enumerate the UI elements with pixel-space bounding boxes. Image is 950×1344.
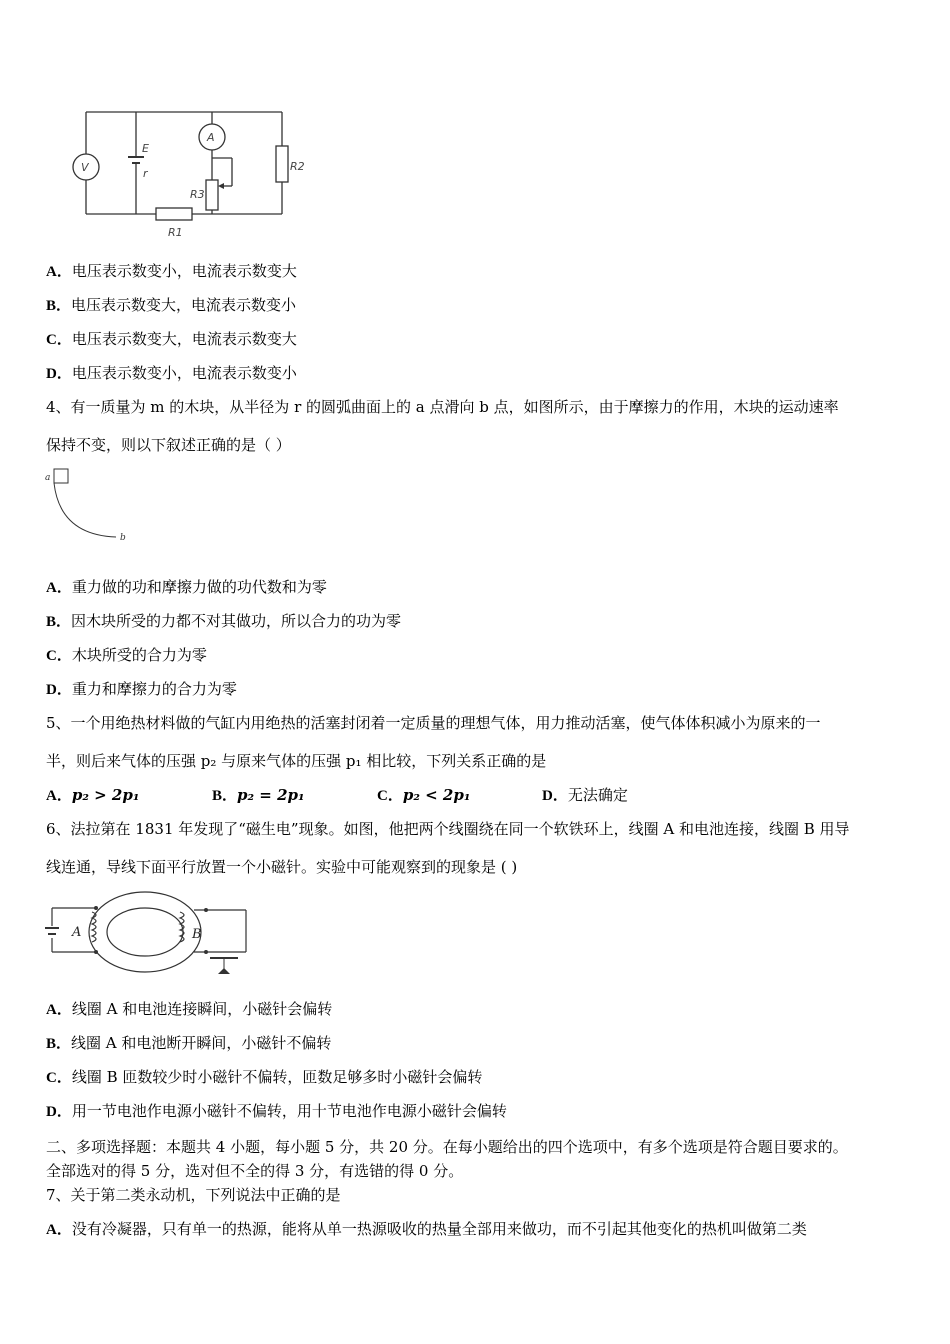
q4-option-c: C．木块所受的合力为零 bbox=[46, 646, 207, 664]
label-e: E bbox=[142, 142, 149, 155]
q5-options-row bbox=[46, 785, 906, 805]
resistor-r3 bbox=[206, 180, 218, 210]
label-coil-a: A bbox=[72, 925, 82, 940]
q6-option-c: C．线圈 B 匝数较少时小磁针不偏转，匝数足够多时小磁针会偏转 bbox=[46, 1068, 483, 1086]
compass-needle-icon bbox=[210, 958, 238, 974]
label-a: A bbox=[207, 131, 215, 144]
q4-stem-line1: 4、有一质量为 m 的木块，从半径为 r 的圆弧曲面上的 a 点滑向 b 点，如图所示，由于摩擦力的作用，木块的运动速率 bbox=[46, 398, 839, 416]
q6-option-b: B．线圈 A 和电池断开瞬间，小磁针不偏转 bbox=[46, 1034, 332, 1052]
resistor-r1 bbox=[156, 208, 192, 220]
q6-option-d: D．用一节电池作电源小磁针不偏转，用十节电池作电源小磁针会偏转 bbox=[46, 1102, 507, 1120]
q3-option-d: D．电压表示数变小，电流表示数变小 bbox=[46, 364, 297, 382]
q4-option-a: A．重力做的功和摩擦力做的功代数和为零 bbox=[46, 578, 327, 596]
q5-option-d: D．无法确定 bbox=[542, 786, 628, 804]
q5-option-c: C．p₂ < 2p₁ bbox=[377, 786, 471, 804]
wood-block bbox=[54, 469, 68, 483]
label-b-point: b bbox=[120, 533, 126, 543]
q6-option-a: A．线圈 A 和电池连接瞬间，小磁针会偏转 bbox=[46, 1000, 333, 1018]
q4-stem-line2: 保持不变，则以下叙述正确的是（ ） bbox=[46, 436, 291, 454]
coil-ring-diagram bbox=[42, 888, 252, 984]
label-r: r bbox=[143, 167, 148, 180]
section2-heading-line1: 二、多项选择题：本题共 4 小题，每小题 5 分，共 20 分。在每小题给出的四个选项中，有多个选项是符合题目要求的。 bbox=[46, 1138, 848, 1156]
label-v: V bbox=[81, 161, 89, 174]
label-coil-b: B bbox=[192, 927, 202, 942]
q5-stem-line2: 半，则后来气体的压强 p₂ 与原来气体的压强 p₁ 相比较，下列关系正确的是 bbox=[46, 752, 547, 770]
label-r2: R2 bbox=[290, 160, 305, 173]
q5-option-b: B．p₂ = 2p₁ bbox=[212, 786, 305, 804]
q5-stem-line1: 5、一个用绝热材料做的气缸内用绝热的活塞封闭着一定质量的理想气体，用力推动活塞，使气体体积减小为原来的一 bbox=[46, 714, 821, 732]
q5-option-a: A．p₂ > 2p₁ bbox=[46, 786, 140, 804]
label-r1: R1 bbox=[168, 226, 183, 239]
resistor-r2 bbox=[276, 146, 288, 182]
q6-stem-line1: 6、法拉第在 1831 年发现了“磁生电”现象。如图，他把两个线圈绕在同一个软铁环上，线圈 A 和电池连接，线圈 B 用导 bbox=[46, 820, 850, 838]
arc-surface bbox=[54, 483, 116, 537]
q7-option-a: A．没有冷凝器，只有单一的热源，能将从单一热源吸收的热量全部用来做功，而不引起其他变化的热机叫做第二类 bbox=[46, 1220, 807, 1238]
arc-diagram bbox=[40, 465, 140, 547]
q3-option-a: A．电压表示数变小，电流表示数变大 bbox=[46, 262, 297, 280]
q4-option-d: D．重力和摩擦力的合力为零 bbox=[46, 680, 237, 698]
label-r3: R3 bbox=[190, 188, 205, 201]
q4-option-b: B．因木块所受的力都不对其做功，所以合力的功为零 bbox=[46, 612, 402, 630]
q3-option-c: C．电压表示数变大，电流表示数变大 bbox=[46, 330, 297, 348]
section2-heading-line2: 全部选对的得 5 分，选对但不全的得 3 分，有选错的得 0 分。 bbox=[46, 1162, 464, 1180]
q7-stem: 7、关于第二类永动机，下列说法中正确的是 bbox=[46, 1186, 341, 1204]
q3-option-b: B．电压表示数变大，电流表示数变小 bbox=[46, 296, 297, 314]
label-a-point: a bbox=[45, 473, 51, 483]
circuit-diagram bbox=[66, 100, 316, 245]
q6-stem-line2: 线连通，导线下面平行放置一个小磁针。实验中可能观察到的现象是 ( ) bbox=[46, 858, 518, 876]
